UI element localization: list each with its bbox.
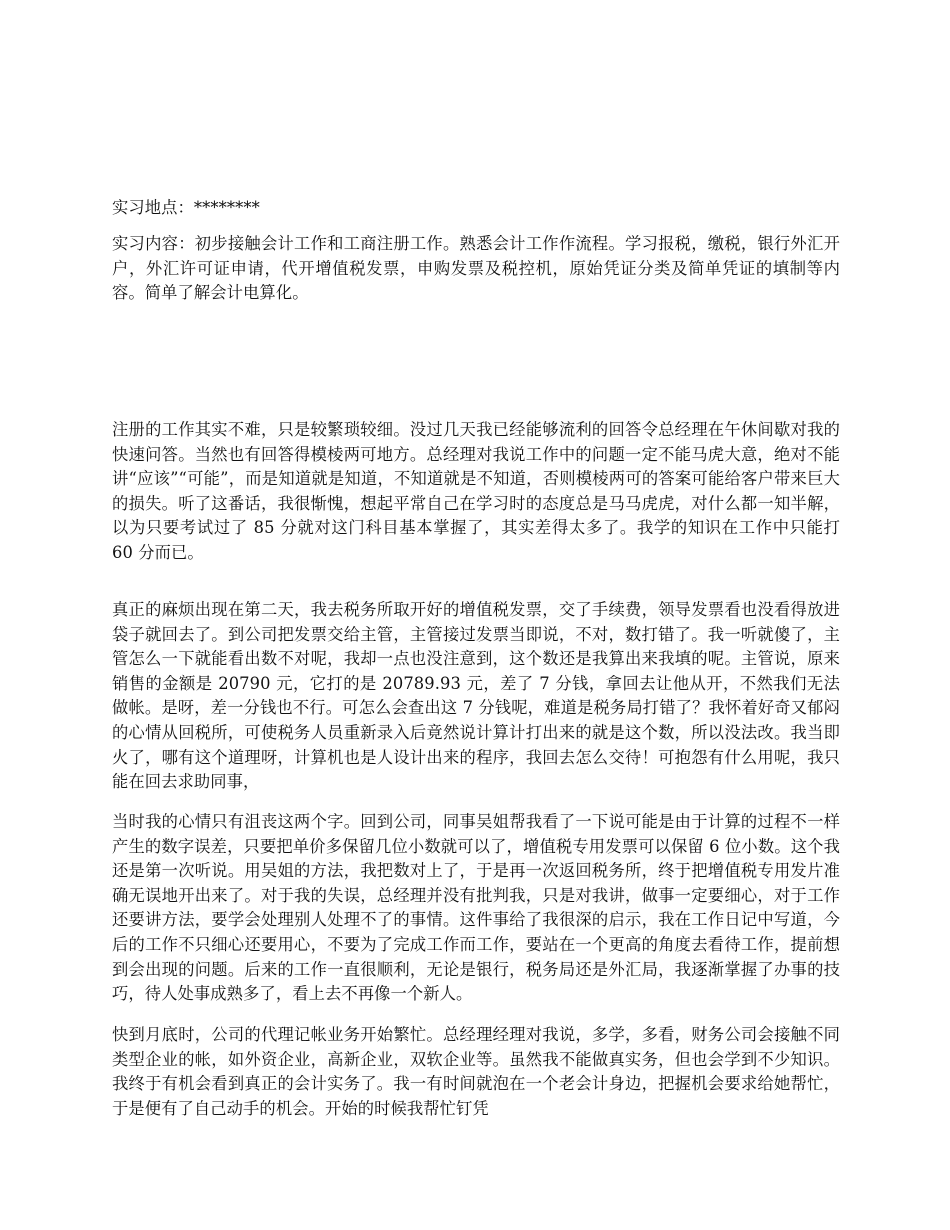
paragraph-invoice-trouble: 真正的麻烦出现在第二天，我去税务所取开好的增值税发票，交了手续费，领导发票看也没看得放进袋子就回去了。到公司把发票交给主管，主管接过发票当即说，不对，数打错了。我一听就傻了，主管怎么一下就能看出数不对呢，我却一点也没注意到，这个数还是我算出来我填的呢。主管说，原来销售的金额是 20790 元，它打的是 20789.93 元，差了 7 分钱，拿回去让他从开，不然我们无法做帐。是呀，差一分钱也不行。可怎么会查出这 7 分钱呢，难道是税务局打错了？我怀着好奇又郁闷的心情从回税所，可使税务人员重新录入后竟然说计算计打出来的就是这个数，所以没法改。我当即火了，哪有这个道理呀，计算机也是人设计出来的程序，我回去怎么交待！可抱怨有什么用呢，我只能在回去求助同事， [112,600,840,792]
paragraph-month-end: 快到月底时，公司的代理记帐业务开始繁忙。总经理经理对我说，多学，多看，财务公司会接触不同类型企业的帐，如外资企业，高新企业，双软企业等。虽然我不能做真实务，但也会学到不少知识。我终于有机会看到真正的会计实务了。我一有时间就泡在一个老会计身边，把握机会要求给她帮忙，于是便有了自己动手的机会。开始的时候我帮忙钉凭 [112,1025,840,1118]
paragraph-lesson-learned: 当时我的心情只有沮丧这两个字。回到公司，同事吴姐帮我看了一下说可能是由于计算的过程不一样产生的数字误差，只要把单价多保留几位小数就可以了，增值税专用发票可以保留 6 位小数。这个我还是第一次听说。用吴姐的方法，我把数对上了，于是再一次返回税务所，终于把增值税专用发片准确无误地开出来了。对于我的失误，总经理并没有批判我，只是对我讲，做事一定要细心，对于工作还要讲方法，要学会处理别人处理不了的事情。这件事给了我很深的启示，我在工作日记中写道，今后的工作不只细心还要用心，不要为了完成工作而工作，要站在一个更高的角度去看待工作，提前想到会出现的问题。后来的工作一直很顺利，无论是银行，税务局还是外汇局，我逐渐掌握了办事的技巧，待人处事成熟多了，看上去不再像一个新人。 [112,812,840,1004]
paragraph-internship-location: 实习地点：******** [112,198,260,217]
paragraph-internship-content: 实习内容：初步接触会计工作和工商注册工作。熟悉会计工作作流程。学习报税，缴税，银行外汇开户，外汇许可证申请，代开增值税发票，申购发票及税控机，原始凭证分类及简单凭证的填制等内容。简单了解会计电算化。 [112,234,840,303]
paragraph-registration-work: 注册的工作其实不难，只是较繁琐较细。没过几天我已经能够流利的回答令总经理在午休间歇对我的快速问答。当然也有回答得模棱两可地方。总经理对我说工作中的问题一定不能马虎大意，绝对不能讲“应该”“可能”，而是知道就是知道，不知道就是不知道，否则模棱两可的答案可能给客户带来巨大的损失。听了这番话，我很惭愧，想起平常自己在学习时的态度总是马马虎虎，对什么都一知半解，以为只要考试过了 85 分就对这门科目基本掌握了，其实差得太多了。我学的知识在工作中只能打 60 分而已。 [112,420,840,562]
